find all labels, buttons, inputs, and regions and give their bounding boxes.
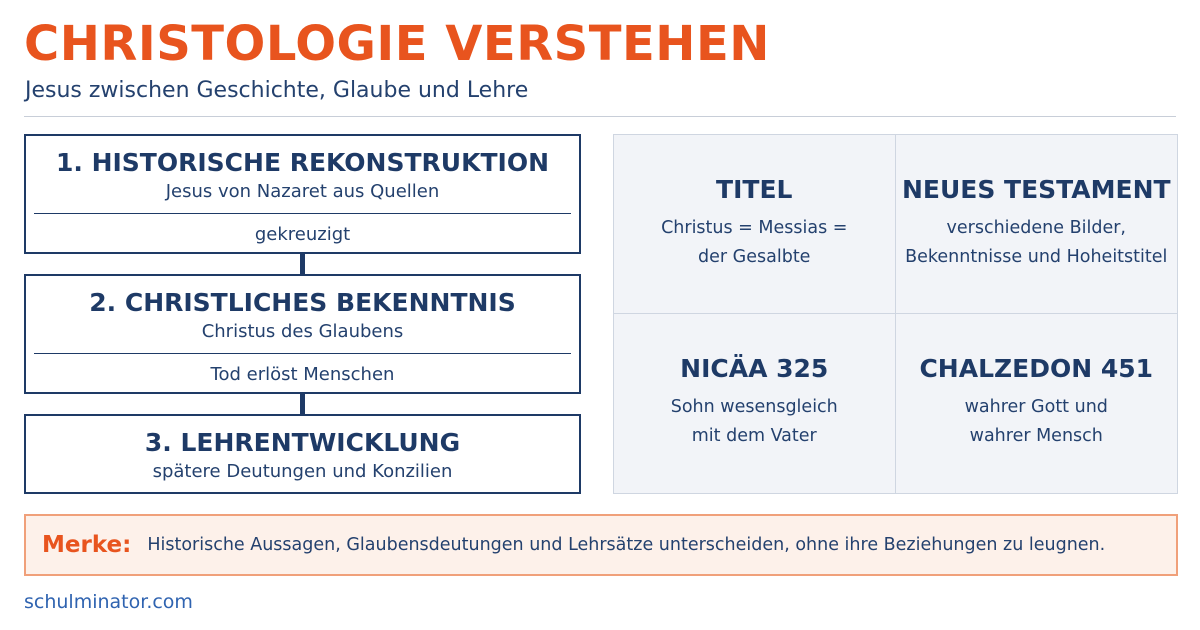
title-divider: [24, 116, 1176, 117]
flow-step-divider: [34, 353, 571, 354]
merke-callout: [24, 514, 1178, 576]
grid-cell-chalzedon: [896, 314, 1178, 493]
concept-grid: [613, 134, 1178, 494]
merke-text: Historische Aussagen, Glaubensdeutungen und Lehrsätze unterscheiden, ohne ihre Beziehungen zu leugnen.: [147, 535, 1106, 555]
grid-cell-text: verschiedene Bilder, Bekenntnisse und Hoheitstitel: [905, 218, 1168, 267]
flow-step-subtitle: Christus des Glaubens: [201, 321, 404, 342]
flow-connector: [300, 254, 305, 274]
grid-cell-title: CHALZEDON 451: [919, 354, 1154, 383]
page-title: CHRISTOLOGIE VERSTEHEN: [24, 16, 770, 72]
grid-cell-neues-testament: [896, 135, 1178, 314]
flow-connector: [300, 394, 305, 414]
flow-step-note: gekreuzigt: [254, 224, 351, 245]
flow-step-divider: [34, 213, 571, 214]
flow-step-confession: [24, 274, 581, 394]
flow-step-subtitle: spätere Deutungen und Konzilien: [152, 461, 453, 482]
grid-cell-text: Sohn wesensgleich mit dem Vater: [670, 397, 838, 446]
grid-cell-title: NEUES TESTAMENT: [901, 175, 1171, 204]
flow-step-heading: 3. LEHRENTWICKLUNG: [144, 428, 461, 457]
flow-step-doctrine: [24, 414, 581, 494]
flow-step-historical: [24, 134, 581, 254]
grid-cell-nicaea: [614, 314, 896, 493]
flow-step-heading: 1. HISTORISCHE REKONSTRUKTION: [55, 148, 549, 177]
footer-site-link[interactable]: schulminator.com: [24, 591, 193, 613]
flow-step-subtitle: Jesus von Nazaret aus Quellen: [165, 181, 440, 202]
flow-step-note: Tod erlöst Menschen: [210, 364, 395, 385]
page-subtitle: Jesus zwischen Geschichte, Glaube und Lehre: [25, 78, 529, 103]
merke-label: Merke:: [42, 532, 132, 558]
grid-cell-title: TITEL: [716, 175, 793, 204]
grid-cell-text: wahrer Gott und wahrer Mensch: [964, 397, 1108, 446]
grid-cell-text: Christus = Messias = der Gesalbte: [661, 218, 848, 267]
grid-cell-title: NICÄA 325: [680, 354, 829, 383]
grid-cell-titel: [614, 135, 896, 314]
flow-step-heading: 2. CHRISTLICHES BEKENNTNIS: [89, 288, 516, 317]
